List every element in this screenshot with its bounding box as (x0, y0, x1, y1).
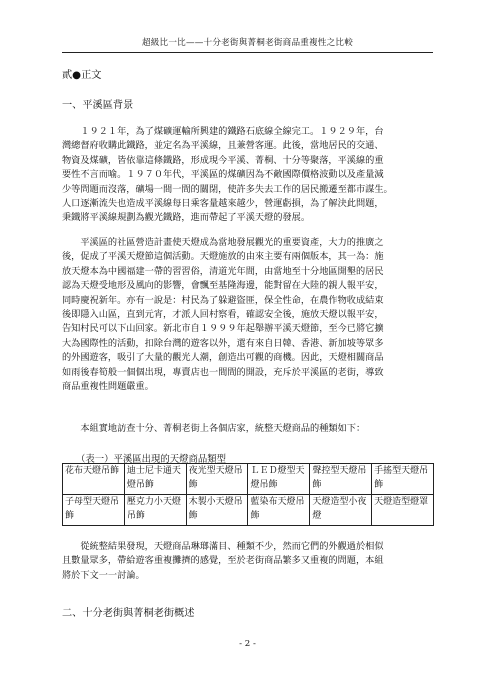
text-line: 如雨後春筍般一個個出現，專賣店也一間間的開設，充斥於平溪區的老街，導致 (62, 366, 384, 378)
subsection-heading-2: 二、十分老街與菁桐老街概述 (62, 608, 195, 619)
header-title: 超級比一比——十分老街與菁桐老街商品重複性之比較 (141, 38, 354, 48)
text-line: 後，促成了平溪天燈節這個活動。天燈施放的由來主要有兩個版本，其一為：施 (62, 251, 384, 263)
section-heading: 貳●正文 (62, 70, 102, 81)
text-line: 秉鐵將平溪線規劃為觀光鐵路，進而帶起了平溪天燈的發展。 (62, 212, 311, 224)
text-line: 後即隱入山區，直到元宵，才派人回村察看，確認安全後，施放天燈以報平安， (62, 309, 384, 321)
text-line: 物資及煤礦，皆依靠這條鐵路，形成現今平溪、菁桐、十分等聚落，平溪線的重 (62, 154, 384, 166)
table-cell: 天燈造型小夜燈 (310, 495, 372, 526)
paragraph-lantern-origin (62, 236, 434, 394)
table-cell: 子母型天燈吊飾 (63, 495, 125, 526)
text-line: 將於下文一一討論。 (62, 569, 145, 581)
text-line: 同時慶祝新年。亦有一說是：村民為了躲避盜匪，保全性命，在農作物收成結束 (62, 294, 384, 306)
text-line: 少等問題而沒落，礦場一間一間的關閉，使許多失去工作的居民搬遷至都市謀生。 (62, 183, 393, 195)
text-line: 人口逐漸流失也造成平溪線每日乘客量越來越少，營運虧損，為了解決此問題， (62, 198, 384, 210)
text-line: 商品重複性問題嚴重。 (62, 381, 154, 393)
table-cell: 藍染布天燈吊飾 (248, 495, 310, 526)
table-row (63, 464, 434, 495)
paragraph-railway-history (62, 125, 434, 226)
table-cell: 迪士尼卡通天燈吊飾 (124, 464, 186, 495)
text-line: 要性不言而喻。１９７０年代，平溪區的煤礦因為不敵國際價格波動以及產量減 (62, 169, 384, 181)
text-line: 且數量眾多，帶給遊客重複攤擠的感覺，至於老街商品繁多又重複的問題，本組 (62, 555, 384, 567)
text-line: 的外國遊客，吸引了大量的觀光人潮，創造出可觀的商機。因此，天燈相關商品 (62, 352, 384, 364)
subsection-heading-1: 一、平溪區背景 (62, 100, 134, 111)
table-cell: 手搖型天燈吊飾 (372, 464, 434, 495)
text-line: 認為天燈受地形及風向的影響，會飄至基隆海邊，能對留在大陸的親人報平安， (62, 280, 384, 292)
table-cell: ＬＥＤ燈型天燈吊飾 (248, 464, 310, 495)
table-cell: 夜光型天燈吊飾 (186, 464, 248, 495)
text-line: 灣總督府收購此鐵路，並定名為平溪線，且兼營客運。此後，當地居民的交通、 (62, 140, 384, 152)
table-cell: 花布天燈吊飾 (63, 464, 125, 495)
text-line: 本組實地訪查十分、菁桐老街上各個店家，統整天燈商品的種類如下： (62, 423, 366, 434)
table-row (63, 495, 434, 526)
table-cell: 聲控型天燈吊飾 (310, 464, 372, 495)
text-line: 放天燈本為中國福建一帶的習習俗，清道光年間，由當地至十分地區開墾的居民 (62, 265, 384, 277)
text-line: 平溪區的社區營造計畫使天燈成為當地發展觀光的重要資產，大力的推廣之 (62, 237, 384, 248)
table-caption: （表一）平溪區出現的天燈商品類型 (76, 454, 227, 465)
table-cell: 木製小天燈吊飾 (186, 495, 248, 526)
page-number: - 2 - (239, 639, 256, 649)
text-line: 大為國際性的活動，扣除台灣的遊客以外，還有來自日韓、香港、新加坡等眾多 (62, 337, 384, 349)
text-line: １９２１年，為了煤礦運輸所興建的鐵路石底線全線完工。１９２９年，台 (62, 126, 384, 137)
lantern-products-table (62, 463, 434, 526)
paragraph-survey-intro (62, 422, 434, 436)
paragraph-findings (62, 540, 434, 583)
text-line: 告知村民可以下山回家。新北市自１９９９年起舉辦平溪天燈節，至今已將它擴 (62, 323, 384, 335)
running-header (62, 36, 433, 53)
table-cell: 壓克力小天燈吊飾 (124, 495, 186, 526)
table-cell: 天燈造型燈罩 (372, 495, 434, 526)
text-line: 從統整結果發現，天燈商品琳瑯滿目、種類不少，然而它們的外觀過於相似 (62, 541, 384, 552)
